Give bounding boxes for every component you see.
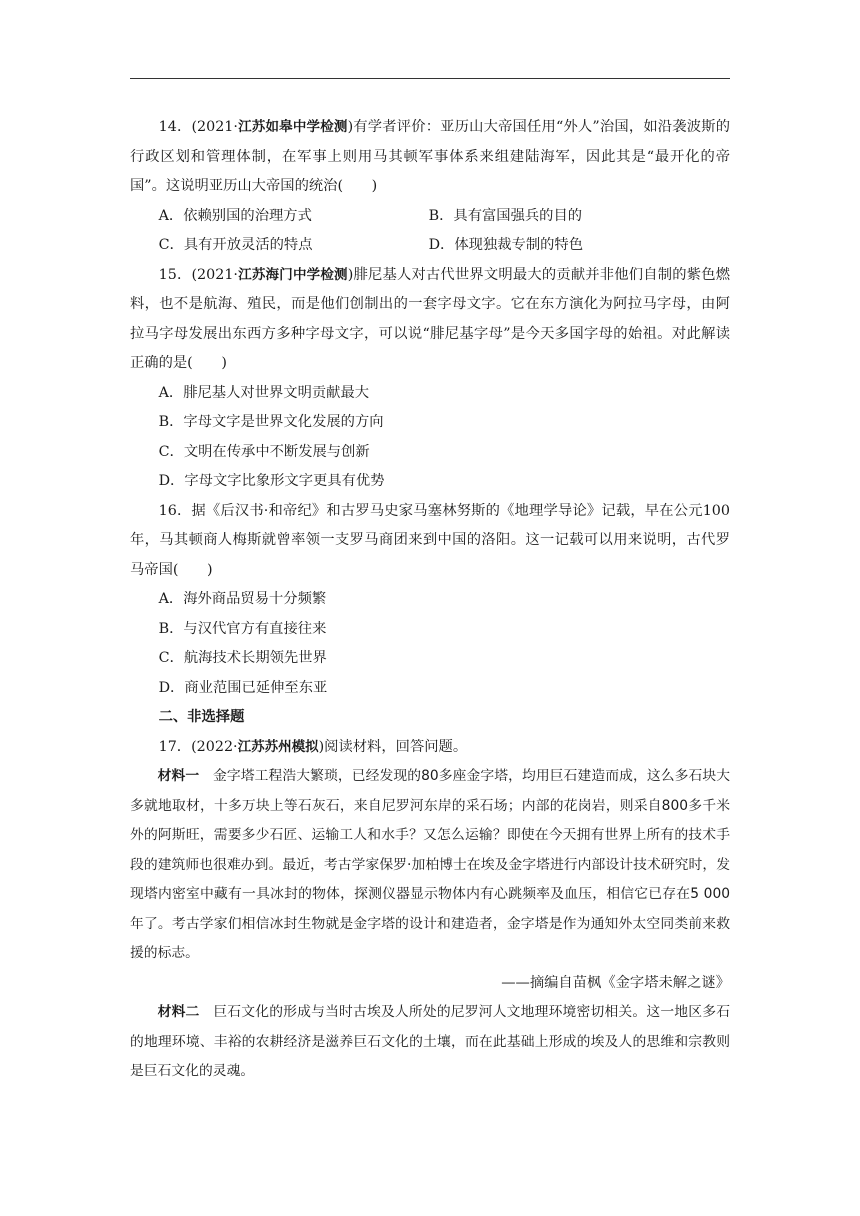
header-rule	[130, 78, 730, 79]
option-d: D．体现独裁专制的特色	[428, 237, 584, 253]
question-number: 17．(2022·	[158, 738, 238, 755]
question-source: 江苏苏州模拟	[237, 738, 319, 755]
question-14-stem	[130, 113, 730, 202]
option-c: C．具有开放灵活的特点	[158, 237, 313, 253]
question-14-options-row-2	[130, 231, 730, 261]
document-content	[130, 113, 730, 1087]
option-a: A．依赖别国的治理方式	[158, 207, 312, 224]
option-d: D．商业范围已延伸至东亚	[158, 679, 328, 696]
material-1	[130, 762, 730, 969]
option-c: C．文明在传承中不断发展与创新	[158, 443, 370, 460]
material-text: 金字塔工程浩大繁琐，已经发现的80多座金字塔，均用巨石建造而成，这么多石块大多就地取材，十多万块上等石灰石，来自尼罗河东岸的采石场；内部的花岗岩，则采自800多千米外的阿斯旺，需要多少石匠、运输工人和水手？又怎么运输？即使在今天拥有世界上所有的技术手段的建筑师也很难办到。最近，考古学家保罗·加柏博士在埃及金字塔进行内部设计技术研究时，发现塔内密室中藏有一具冰封的物体，探测仪器显示物体内有心跳频率及血压，相信它已存在5 000年了。考古学家们相信冰封生物就是金字塔的设计和建造者，金字塔是作为通知外太空同类前来救援的标志。	[130, 768, 730, 961]
question-15-stem	[130, 261, 730, 379]
material-label: 材料一	[157, 768, 200, 784]
question-text: )有学者评价：亚历山大帝国任用“外人”治国，如沿袭波斯的行政区划和管理体制，在军事上则用马其顿军事体系来组建陆海军，因此其是“最开化的帝国”。这说明亚历山大帝国的统治( )	[130, 119, 730, 194]
option-a: A．腓尼基人对世界文明贡献最大	[158, 384, 370, 401]
question-17-stem	[130, 733, 730, 763]
section-heading: 二、非选择题	[158, 709, 245, 725]
question-number: 14．(2021·	[158, 119, 238, 135]
question-source: 江苏海门中学检测	[237, 266, 348, 283]
material-1-citation: ——摘编自苗枫《金字塔未解之谜》	[501, 974, 730, 991]
question-text: )阅读材料，回答问题。	[318, 738, 468, 755]
material-2	[130, 998, 730, 1087]
material-text: 巨石文化的形成与当时古埃及人所处的尼罗河人文地理环境密切相关。这一地区多石的地理环境、丰裕的农耕经济是滋养巨石文化的土壤，而在此基础上形成的埃及人的思维和宗教则是巨石文化的灵魂。	[130, 1004, 731, 1079]
option-d: D．字母文字比象形文字更具有优势	[158, 473, 385, 489]
question-16-stem: 16．据《后汉书·和帝纪》和古罗马史家马塞林努斯的《地理学导论》记载，早在公元100年，马其顿商人梅斯就曾率领一支罗马商团来到中国的洛阳。这一记载可以用来说明，古代罗马帝国( )	[130, 502, 730, 578]
question-number: 15．(2021·	[158, 266, 238, 283]
option-b: B．具有富国强兵的目的	[428, 207, 583, 224]
material-label: 材料二	[157, 1004, 200, 1020]
option-b: B．与汉代官方有直接往来	[158, 620, 327, 637]
question-14-options-row-1	[130, 202, 730, 232]
option-a: A．海外商品贸易十分频繁	[158, 591, 327, 607]
option-b: B．字母文字是世界文化发展的方向	[158, 414, 384, 430]
question-text: )腓尼基人对古代世界文明最大的贡献并非他们自制的紫色燃料，也不是航海、殖民，而是他们创制出的一套字母文字。它在东方演化为阿拉马字母，由阿拉马字母发展出东西方多种字母文字，可以说“腓尼基字母”是今天多国字母的始祖。对此解读正确的是( )	[130, 266, 731, 371]
option-c: C．航海技术长期领先世界	[158, 650, 327, 666]
question-source: 江苏如皋中学检测	[237, 119, 348, 135]
